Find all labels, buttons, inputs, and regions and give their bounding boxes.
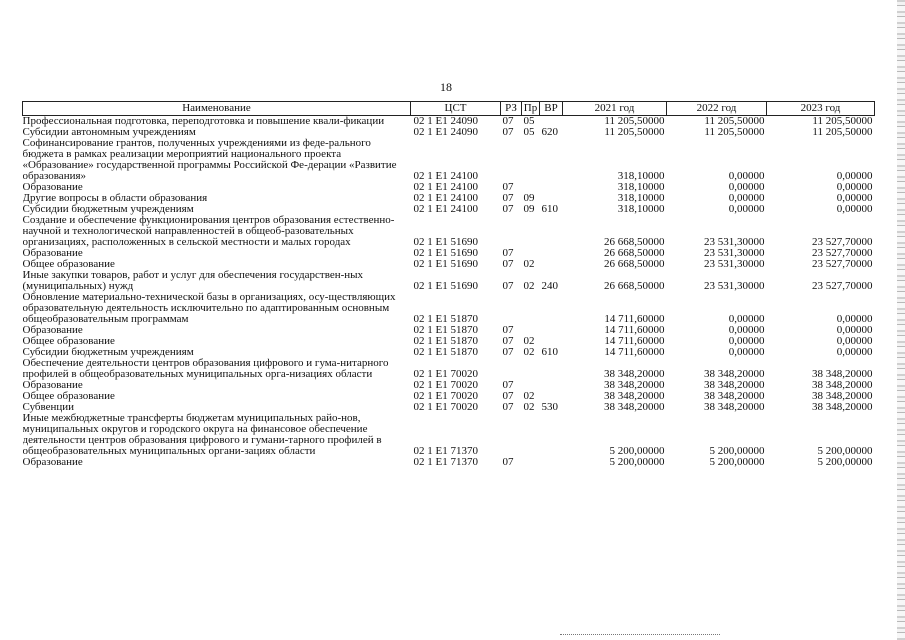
row-2021-cell: 14 711,60000 [604,325,665,336]
table-row [23,270,875,292]
table-row [23,391,875,402]
row-2021-cell: 11 205,50000 [604,115,665,127]
row-2021-cell: 11 205,50000 [604,127,665,138]
row-cst-cell: 02 1 E1 24090 [413,127,478,138]
table-row [23,325,875,336]
row-name-cell: Образование [22,325,83,336]
row-vr-cell [540,248,563,259]
row-2021-cell: 318,10000 [617,193,665,204]
footer-dotted-line [560,634,720,636]
row-cst-cell: 02 1 E1 24100 [413,204,478,215]
row-name-cell: Образование [22,380,83,391]
row-name-cell: Субсидии автономным учреждениям [22,127,196,138]
row-vr-cell [540,336,563,347]
row-2023-cell: 0,00000 [836,336,873,347]
table-row [23,204,875,215]
row-cst-cell: 02 1 E1 51690 [413,280,478,292]
row-2022-cell: 0,00000 [728,182,765,193]
row-rz-cell: 07 [502,115,514,127]
table-row [23,380,875,391]
row-name-cell: Общее образование [22,336,115,347]
table-row [23,127,875,138]
row-2023-cell: 11 205,50000 [812,127,873,138]
row-2022-cell: 0,00000 [728,325,765,336]
row-2021-cell: 5 200,00000 [609,445,665,457]
row-pr-cell [522,248,540,259]
row-2023-cell: 38 348,20000 [812,402,873,413]
row-2021-cell: 318,10000 [617,170,665,182]
row-pr-cell [522,380,540,391]
row-2023-cell: 0,00000 [836,204,873,215]
row-2021-cell: 26 668,50000 [604,259,665,270]
row-2022-cell: 0,00000 [728,193,765,204]
row-pr-cell [522,182,540,193]
table-row [23,215,875,248]
row-pr-cell: 02 [523,391,535,402]
row-cst-cell: 02 1 E1 51690 [413,248,478,259]
row-2021-cell: 5 200,00000 [609,457,665,468]
row-2022-cell: 38 348,20000 [704,380,765,391]
row-2021-cell: 14 711,60000 [604,347,665,358]
row-rz-cell: 07 [502,193,514,204]
row-rz-cell: 07 [502,182,514,193]
row-2022-cell: 11 205,50000 [704,127,765,138]
row-cst-cell: 02 1 E1 71370 [413,457,478,468]
row-2023-cell: 0,00000 [836,347,873,358]
row-2023-cell: 38 348,20000 [812,391,873,402]
row-rz-cell [501,358,522,380]
row-vr-cell: 240 [541,280,558,292]
row-2023-cell: 5 200,00000 [817,445,873,457]
header-rz: РЗ [501,102,522,116]
row-name-cell: Образование [22,182,83,193]
row-vr-cell [540,380,563,391]
row-pr-cell [522,457,540,468]
row-vr-cell [540,413,563,457]
table-row [23,182,875,193]
row-rz-cell: 07 [502,402,514,413]
header-name: Наименование [23,102,411,116]
row-2021-cell: 38 348,20000 [604,391,665,402]
row-2023-cell: 11 205,50000 [812,115,873,127]
row-2021-cell: 38 348,20000 [604,402,665,413]
table-row [23,138,875,182]
row-rz-cell: 07 [502,325,514,336]
row-vr-cell: 610 [541,347,558,358]
page-number: 18 [440,80,452,94]
row-vr-cell [540,215,563,248]
row-name-cell: Субвенции [22,402,75,413]
row-name-cell: Другие вопросы в области образования [22,193,208,204]
row-name-cell: Субсидии бюджетным учреждениям [22,347,194,358]
row-name-cell: Обеспечение деятельности центров образования цифрового и гума-нитарного профилей в общеобразовательных муниципальных орга-низациях области [22,358,389,380]
row-name-cell: Образование [22,457,83,468]
row-2022-cell: 38 348,20000 [704,368,765,380]
row-2022-cell: 0,00000 [728,313,765,325]
table-row [23,116,875,128]
row-vr-cell: 610 [541,204,558,215]
row-pr-cell [522,413,540,457]
row-cst-cell: 02 1 E1 51690 [413,259,478,270]
row-2023-cell: 5 200,00000 [817,457,873,468]
table-row [23,358,875,380]
row-pr-cell [522,292,540,325]
row-2021-cell: 38 348,20000 [604,368,665,380]
table-row [23,457,875,468]
row-2021-cell: 14 711,60000 [604,313,665,325]
row-vr-cell: 620 [541,127,558,138]
row-cst-cell: 02 1 E1 70020 [413,380,478,391]
row-name-cell: Иные межбюджетные трансферты бюджетам муниципальных райо-нов, муниципальных округов и городского округа на финансовое обеспечение деятельности центров образования цифрового и гумани-тарного профилей в общеобразовательных муниципальных органи-зациях области [22,413,382,457]
row-2021-cell: 26 668,50000 [604,280,665,292]
row-vr-cell [540,182,563,193]
row-pr-cell: 05 [523,115,535,127]
table-row [23,259,875,270]
row-rz-cell: 07 [502,336,514,347]
row-rz-cell: 07 [502,457,514,468]
row-name-cell: Иные закупки товаров, работ и услуг для обеспечения государствен-ных (муниципальных) нужд [22,270,364,292]
row-name-cell: Образование [22,248,83,259]
row-name-cell: Общее образование [22,391,115,402]
row-rz-cell: 07 [502,259,514,270]
row-rz-cell: 07 [502,127,514,138]
row-2022-cell: 0,00000 [728,170,765,182]
row-cst-cell: 02 1 E1 70020 [413,402,478,413]
row-vr-cell [540,457,563,468]
row-2021-cell: 38 348,20000 [604,380,665,391]
row-2022-cell: 23 531,30000 [704,236,765,248]
budget-table [22,101,875,468]
row-rz-cell [501,215,522,248]
row-rz-cell: 07 [502,280,514,292]
row-pr-cell: 02 [523,347,535,358]
row-cst-cell: 02 1 E1 70020 [413,391,478,402]
row-cst-cell: 02 1 E1 24100 [413,193,478,204]
row-name-cell: Софинансирование грантов, полученных учреждениями из феде-рального бюджета в рамках реализации мероприятий национального проекта «Образование» государственной программы Российской Фе-дерации «Развитие образования» [22,138,397,182]
row-pr-cell: 09 [523,193,535,204]
row-vr-cell [540,391,563,402]
row-2023-cell: 23 527,70000 [812,280,873,292]
row-2023-cell: 0,00000 [836,170,873,182]
row-cst-cell: 02 1 E1 51690 [413,236,478,248]
header-cst: ЦСТ [411,102,501,116]
row-rz-cell [501,413,522,457]
row-name-cell: Профессиональная подготовка, переподготовка и повышение квали-фикации [22,115,385,127]
row-2023-cell: 38 348,20000 [812,380,873,391]
row-2022-cell: 5 200,00000 [709,457,765,468]
row-2022-cell: 38 348,20000 [704,402,765,413]
row-2023-cell: 23 527,70000 [812,259,873,270]
row-2023-cell: 0,00000 [836,193,873,204]
row-pr-cell: 02 [523,336,535,347]
row-name-cell: Создание и обеспечение функционирования центров образования естественно-научной и технологической направленностей в общеоб-разовательных организациях, расположенных в сельской местности и малых городах [22,215,395,248]
table-header-row [23,102,875,116]
row-pr-cell [522,138,540,182]
row-pr-cell [522,325,540,336]
row-cst-cell: 02 1 E1 71370 [413,445,478,457]
row-cst-cell: 02 1 E1 24100 [413,182,478,193]
row-cst-cell: 02 1 E1 51870 [413,325,478,336]
row-2022-cell: 5 200,00000 [709,445,765,457]
row-vr-cell [540,292,563,325]
row-2023-cell: 38 348,20000 [812,368,873,380]
row-name-cell: Обновление материально-технической базы в организациях, осу-ществляющих образовательную деятельность исключительно по адаптированным основным общеобразовательным программам [22,292,396,325]
row-vr-cell [540,259,563,270]
row-2021-cell: 26 668,50000 [604,236,665,248]
row-rz-cell [501,292,522,325]
row-2022-cell: 23 531,30000 [704,248,765,259]
row-2021-cell: 26 668,50000 [604,248,665,259]
row-vr-cell [540,325,563,336]
row-2021-cell: 318,10000 [617,182,665,193]
row-pr-cell: 05 [523,127,535,138]
row-cst-cell: 02 1 E1 70020 [413,368,478,380]
row-2023-cell: 0,00000 [836,313,873,325]
row-rz-cell: 07 [502,347,514,358]
row-cst-cell: 02 1 E1 51870 [413,347,478,358]
header-2022: 2022 год [667,102,767,116]
row-2023-cell: 0,00000 [836,182,873,193]
row-pr-cell: 02 [523,259,535,270]
row-2023-cell: 23 527,70000 [812,236,873,248]
row-vr-cell [540,358,563,380]
row-2022-cell: 23 531,30000 [704,280,765,292]
row-2022-cell: 11 205,50000 [704,115,765,127]
header-2021: 2021 год [563,102,667,116]
row-name-cell: Общее образование [22,259,115,270]
row-vr-cell: 530 [541,402,558,413]
row-rz-cell: 07 [502,391,514,402]
row-pr-cell: 02 [523,280,535,292]
row-vr-cell [540,193,563,204]
row-2022-cell: 38 348,20000 [704,391,765,402]
row-vr-cell [540,138,563,182]
row-cst-cell: 02 1 E1 24100 [413,170,478,182]
row-2021-cell: 318,10000 [617,204,665,215]
table-row [23,248,875,259]
row-pr-cell [522,215,540,248]
row-rz-cell [501,138,522,182]
row-2022-cell: 0,00000 [728,336,765,347]
header-pr: Пр [522,102,540,116]
row-2022-cell: 0,00000 [728,347,765,358]
table-row [23,292,875,325]
row-vr-cell [540,116,563,128]
header-2023: 2023 год [767,102,875,116]
row-pr-cell: 09 [523,204,535,215]
row-pr-cell: 02 [523,402,535,413]
row-2023-cell: 0,00000 [836,325,873,336]
header-vr: ВР [540,102,563,116]
row-pr-cell [522,358,540,380]
row-2023-cell: 23 527,70000 [812,248,873,259]
table-row [23,347,875,358]
row-cst-cell: 02 1 E1 51870 [413,336,478,347]
table-row [23,193,875,204]
table-row [23,402,875,413]
row-cst-cell: 02 1 E1 51870 [413,313,478,325]
table-row [23,336,875,347]
scan-edge-noise [897,0,905,640]
row-2022-cell: 0,00000 [728,204,765,215]
row-rz-cell: 07 [502,380,514,391]
row-2022-cell: 23 531,30000 [704,259,765,270]
table-row [23,413,875,457]
row-rz-cell: 07 [502,204,514,215]
row-cst-cell: 02 1 E1 24090 [413,115,478,127]
row-name-cell: Субсидии бюджетным учреждениям [22,204,194,215]
row-2021-cell: 14 711,60000 [604,336,665,347]
row-rz-cell: 07 [502,248,514,259]
